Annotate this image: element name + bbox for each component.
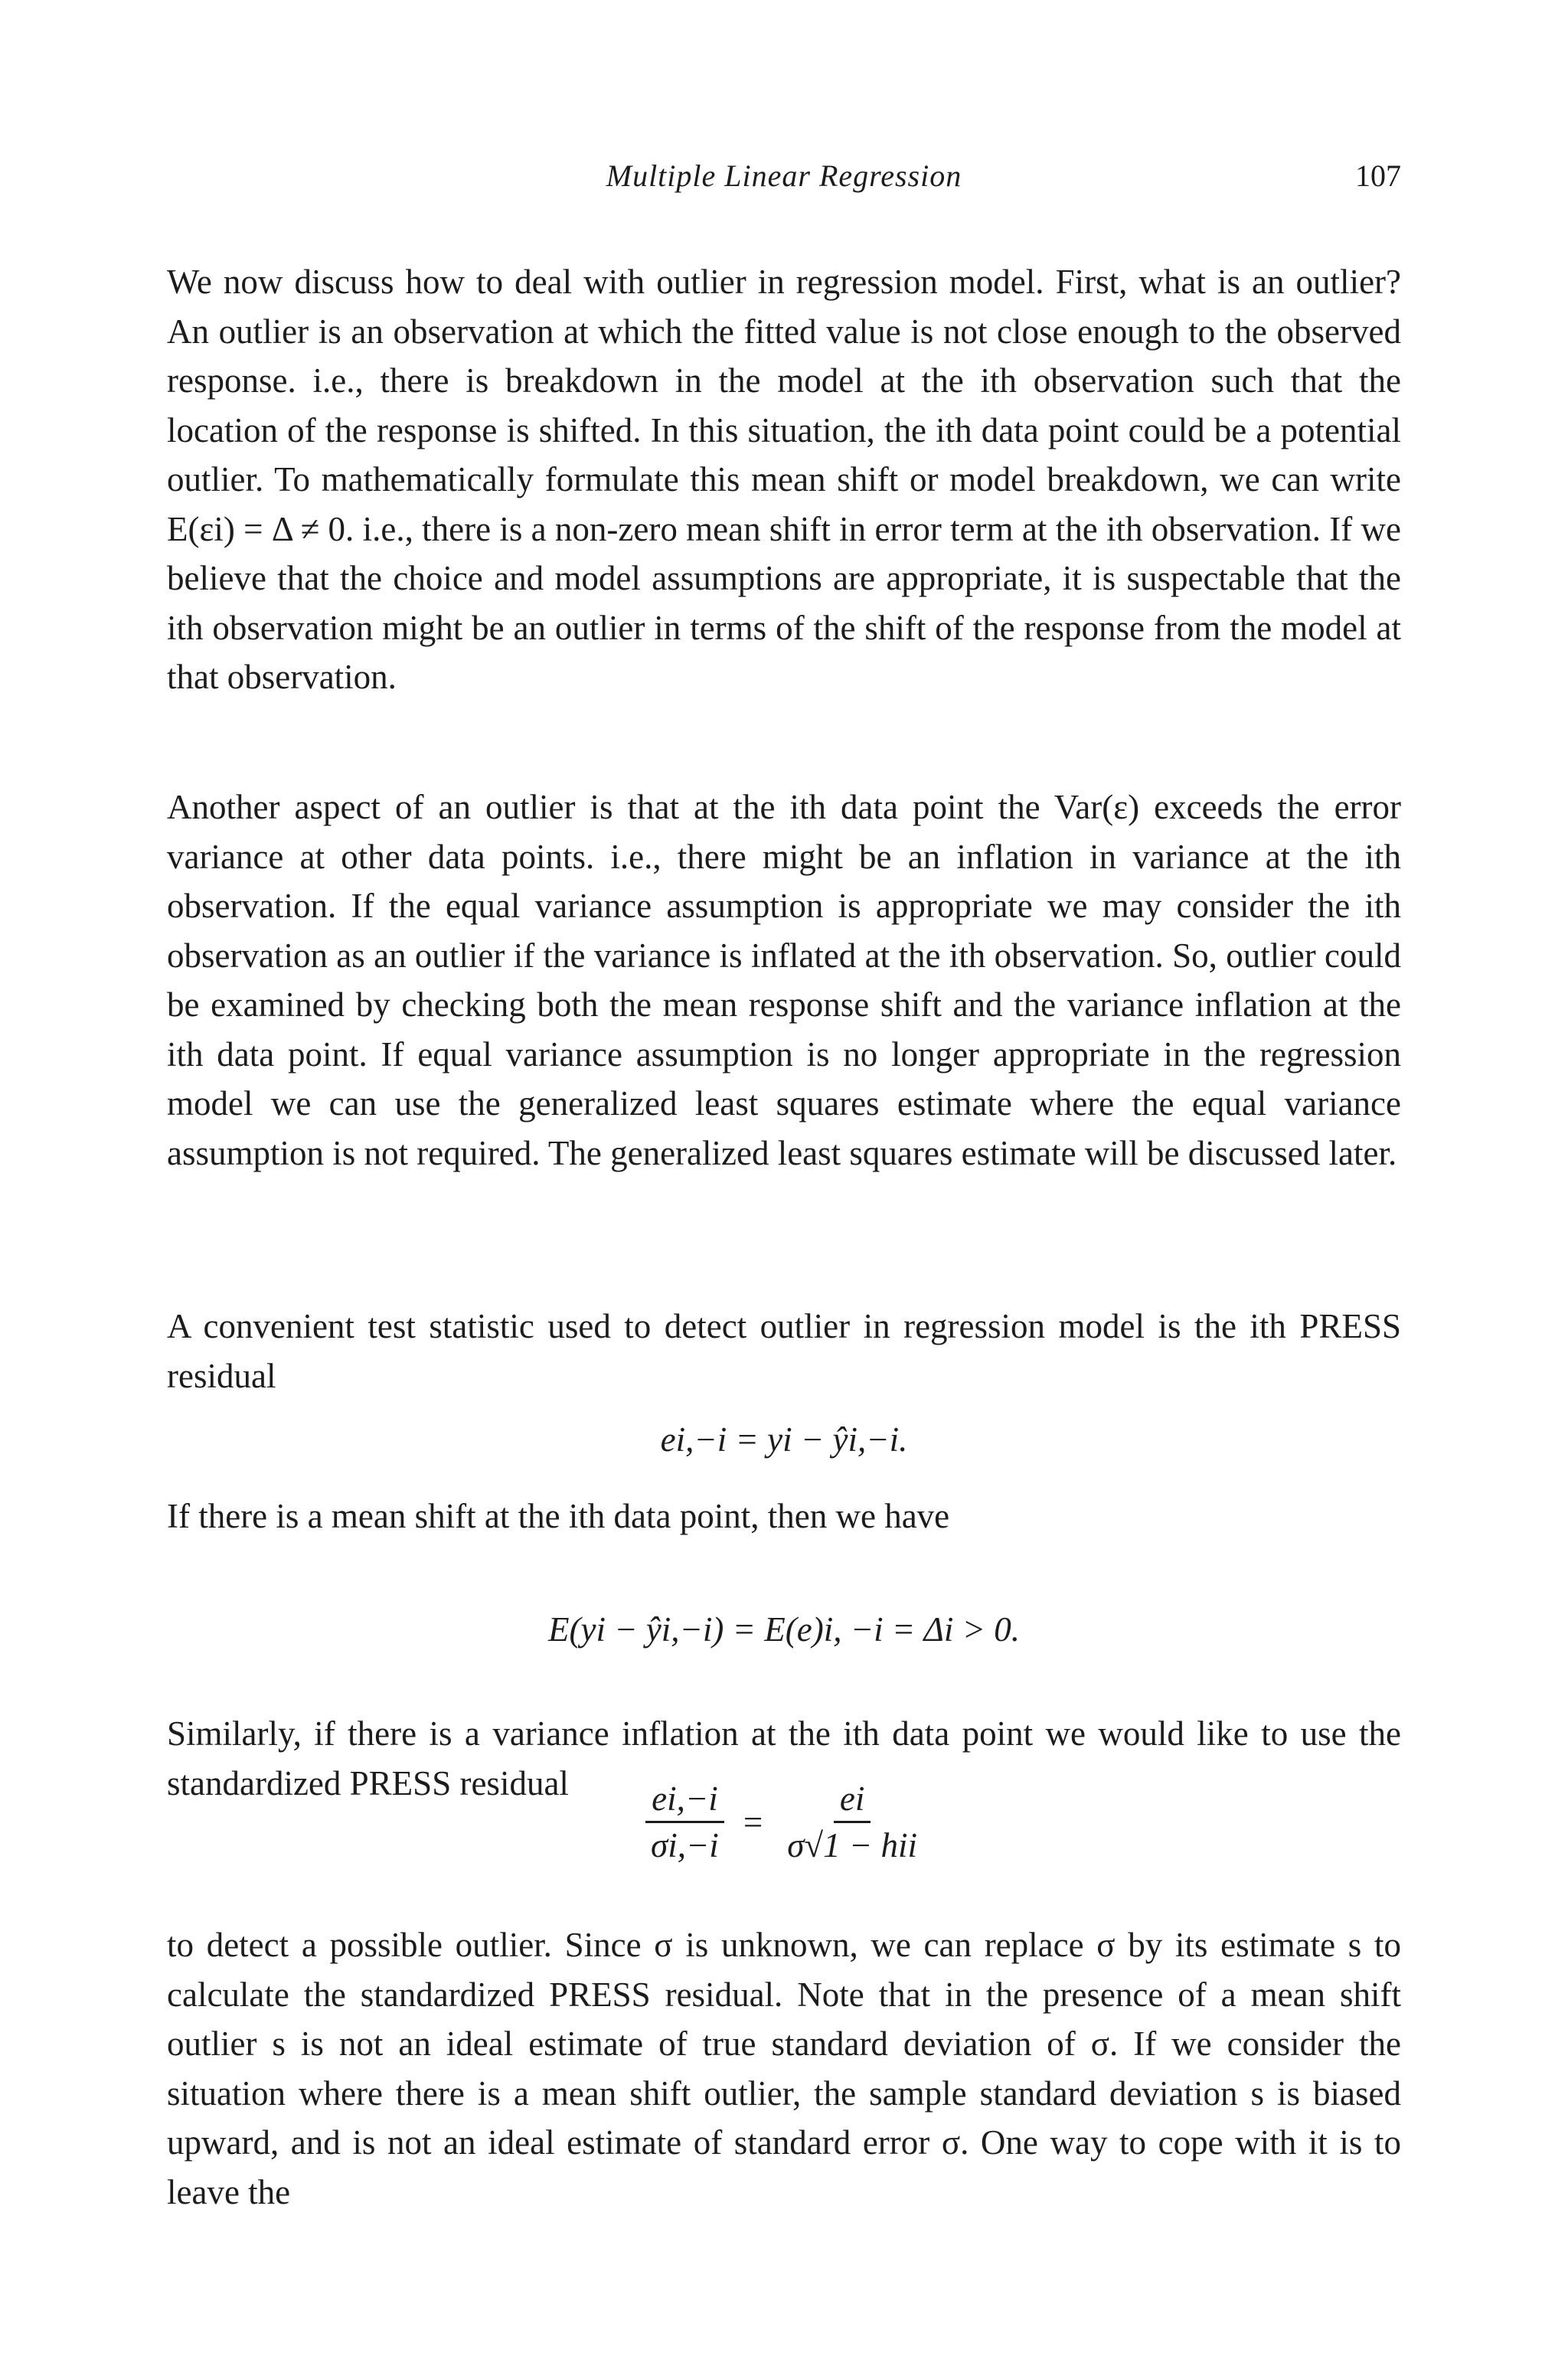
paragraph-sigma-estimate <box>167 1920 1401 2217</box>
equals-sign: = <box>743 1802 763 1841</box>
equation-mean-shift: E(yi − ŷi,−i) = E(e)i, −i = Δi > 0. <box>548 1610 1020 1649</box>
paragraph-text: Similarly, if there is a variance inflation at the ith data point we would like to use the standardized PRESS residual <box>167 1714 1401 1802</box>
paragraph-text: We now discuss how to deal with outlier in regression model. First, what is an outlier? An outlier is an observation at which the fitted value is not close enough to the observed response. i.e., there is breakdown in the model at the ith observation such that the location of the response is shifted. In this situation, the ith data point could be a potential outlier. To mathematically formulate this mean shift or model breakdown, we can write E(εi) = Δ ≠ 0. i.e., there is a non-zero mean shift in error term at the ith observation. If we believe that the choice and model assumptions are appropriate, it is suspectable that the ith observation might be an outlier in terms of the shift of the response from the model at that observation. <box>167 263 1401 696</box>
paragraph-test-statistic <box>167 1302 1401 1400</box>
paragraph-text: If there is a mean shift at the ith data point, then we have <box>167 1497 950 1535</box>
fraction-numerator: ei <box>834 1776 871 1823</box>
equation-press-residual: ei,−i = yi − ŷi,−i. <box>660 1420 908 1459</box>
fraction-denominator: σ√1 − hii <box>787 1826 917 1864</box>
fraction-numerator: ei,−i <box>645 1776 724 1823</box>
paragraph-outlier-definition <box>167 257 1401 702</box>
paragraph-text: Another aspect of an outlier is that at the ith data point the Var(ε) exceeds the error variance at other data points. i.e., there might be an inflation in variance at the ith observation. If the equal variance assumption is appropriate we may consider the ith observation as an outlier if the variance is inflated at the ith observation. So, outlier could be examined by checking both the mean response shift and the variance inflation at the ith data point. If equal variance assumption is no longer appropriate in the regression model we can use the generalized least squares estimate where the equal variance assumption is not required. The generalized least squares estimate will be discussed later. <box>167 788 1401 1172</box>
fraction-rhs <box>781 1776 923 1868</box>
equation-standardized-press <box>167 1776 1401 1868</box>
paragraph-text: to detect a possible outlier. Since σ is unknown, we can replace σ by its estimate s to calculate the standardized PRESS residual. Note that in the presence of a mean shift outlier s is not an ideal estimate of true standard deviation of σ. If we consider the situation where there is a mean shift outlier, the sample standard deviation s is biased upward, and is not an ideal estimate of standard error σ. One way to cope with it is to leave the <box>167 1926 1401 2211</box>
fraction-denominator: σi,−i <box>651 1826 719 1864</box>
paragraph-text: A convenient test statistic used to detect outlier in regression model is the ith PRESS residual <box>167 1307 1401 1395</box>
fraction-lhs <box>645 1776 725 1868</box>
paragraph-mean-shift <box>167 1492 1401 1541</box>
paragraph-variance-inflation <box>167 783 1401 1178</box>
page-number: 107 <box>1355 158 1401 193</box>
running-head <box>167 158 1401 196</box>
running-title: Multiple Linear Regression <box>606 158 962 193</box>
